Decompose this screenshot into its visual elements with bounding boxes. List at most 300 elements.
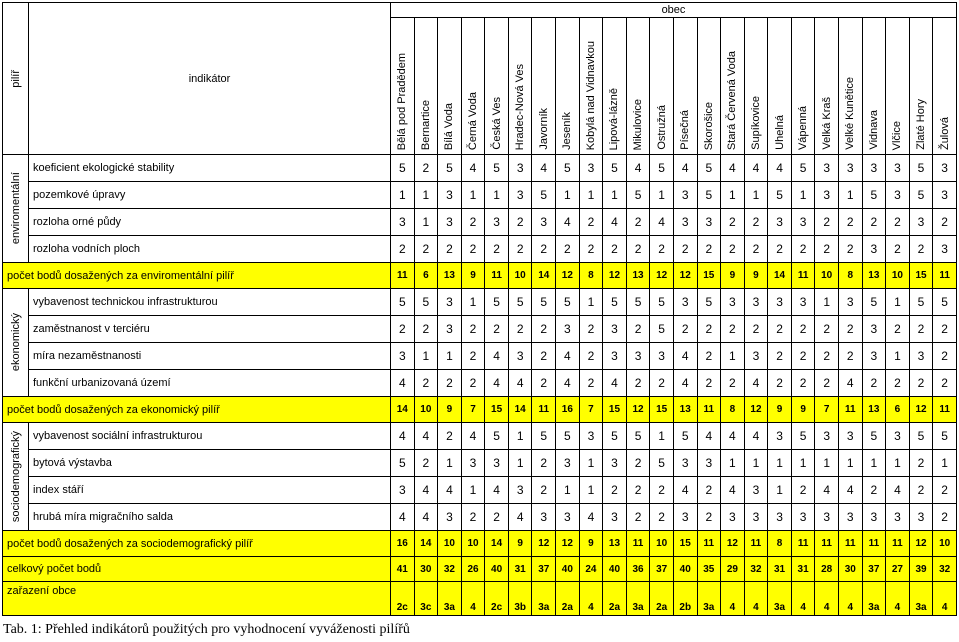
value-cell: 3 [815,504,839,531]
value-cell: 2 [886,370,910,397]
value-cell: 2a [650,582,674,616]
pilir-total-row [3,263,957,289]
value-cell: 2 [744,316,768,343]
value-cell: 40 [485,557,509,582]
value-cell: 3c [414,582,438,616]
value-cell: 3 [391,477,415,504]
value-cell: 2 [838,209,862,236]
value-cell: 2 [603,236,627,263]
value-cell: 32 [744,557,768,582]
value-cell: 2 [579,370,603,397]
value-cell: 1 [815,289,839,316]
indicator-label: míra nezaměstnanosti [29,343,391,370]
value-cell: 5 [933,423,957,450]
value-cell: 3 [461,450,485,477]
value-cell: 3 [744,504,768,531]
value-cell: 1 [886,343,910,370]
value-cell: 3 [909,343,933,370]
value-cell: 3a [532,582,556,616]
value-cell: 3 [862,316,886,343]
value-cell: 5 [438,155,462,182]
value-cell: 2 [838,236,862,263]
value-cell: 2 [838,316,862,343]
town-name: Kobylá nad Vidnavkou [584,40,597,150]
town-header [626,18,650,155]
value-cell: 4 [721,155,745,182]
value-cell: 41 [391,557,415,582]
value-cell: 11 [838,531,862,557]
value-cell: 12 [603,263,627,289]
value-cell: 1 [556,477,580,504]
indicator-label: hrubá míra migračního salda [29,504,391,531]
value-cell: 2 [508,316,532,343]
value-cell: 4 [838,477,862,504]
value-cell: 4 [438,477,462,504]
town-header [933,18,957,155]
value-cell: 2 [886,209,910,236]
value-cell: 4 [721,477,745,504]
value-cell: 4 [744,370,768,397]
value-cell: 2 [933,343,957,370]
value-cell: 4 [815,582,839,616]
value-cell: 3 [508,477,532,504]
value-cell: 1 [721,182,745,209]
header-obec: obec [391,3,957,18]
value-cell: 12 [556,263,580,289]
value-cell: 2 [650,504,674,531]
indicator-row [3,343,957,370]
value-cell: 4 [603,370,627,397]
value-cell: 4 [673,370,697,397]
value-cell: 2 [579,236,603,263]
value-cell: 3a [438,582,462,616]
value-cell: 1 [768,450,792,477]
value-cell: 5 [650,289,674,316]
value-cell: 2 [626,370,650,397]
value-cell: 4 [744,155,768,182]
value-cell: 5 [862,423,886,450]
town-header [721,18,745,155]
value-cell: 2 [508,209,532,236]
value-cell: 11 [485,263,509,289]
value-cell: 2 [815,370,839,397]
value-cell: 31 [791,557,815,582]
value-cell: 32 [438,557,462,582]
value-cell: 2 [909,370,933,397]
value-cell: 2 [626,504,650,531]
town-name: Vidnava [867,110,880,150]
value-cell: 40 [673,557,697,582]
indicator-label: rozloha orné půdy [29,209,391,236]
value-cell: 2 [791,236,815,263]
table-caption: Tab. 1: Přehled indikátorů použitých pro vyhodnocení vyváženosti pilířů [3,622,410,637]
value-cell: 12 [556,531,580,557]
town-name: Písečná [679,110,692,150]
value-cell: 1 [414,209,438,236]
value-cell: 12 [673,263,697,289]
value-cell: 4 [673,477,697,504]
value-cell: 2 [697,370,721,397]
value-cell: 1 [579,450,603,477]
town-name: Stará Červená Voda [726,50,739,150]
value-cell: 11 [862,531,886,557]
value-cell: 5 [556,423,580,450]
value-cell: 15 [909,263,933,289]
value-cell: 15 [603,397,627,423]
value-cell: 1 [886,450,910,477]
value-cell: 3 [909,504,933,531]
value-cell: 5 [933,289,957,316]
value-cell: 2 [933,504,957,531]
town-name: Velká Kraš [820,97,833,150]
value-cell: 12 [532,531,556,557]
value-cell: 8 [721,397,745,423]
value-cell: 11 [815,531,839,557]
value-cell: 3 [391,209,415,236]
value-cell: 1 [838,182,862,209]
town-name: Jeseník [561,112,574,150]
value-cell: 3a [626,582,650,616]
value-cell: 3 [673,209,697,236]
indicator-row [3,209,957,236]
value-cell: 2 [391,316,415,343]
value-cell: 5 [862,289,886,316]
value-cell: 1 [721,450,745,477]
town-name: Supíkovice [749,96,762,150]
value-cell: 3a [768,582,792,616]
value-cell: 9 [438,397,462,423]
value-cell: 2 [461,316,485,343]
town-name: Česká Ves [490,97,503,150]
value-cell: 7 [579,397,603,423]
value-cell: 2 [461,370,485,397]
town-header [508,18,532,155]
value-cell: 3 [838,423,862,450]
value-cell: 1 [650,182,674,209]
town-header [862,18,886,155]
value-cell: 4 [838,582,862,616]
value-cell: 2 [485,236,509,263]
value-cell: 4 [603,209,627,236]
value-cell: 2 [438,370,462,397]
value-cell: 10 [461,531,485,557]
value-cell: 1 [838,450,862,477]
value-cell: 3 [579,423,603,450]
value-cell: 3 [438,209,462,236]
value-cell: 11 [791,263,815,289]
value-cell: 2 [768,370,792,397]
value-cell: 2 [673,316,697,343]
value-cell: 1 [579,182,603,209]
value-cell: 4 [815,477,839,504]
value-cell: 12 [909,531,933,557]
value-cell: 5 [650,316,674,343]
value-cell: 1 [791,182,815,209]
value-cell: 1 [414,182,438,209]
classification-label: zařazení obce [3,582,391,616]
header-pilir [3,3,29,155]
value-cell: 10 [650,531,674,557]
value-cell: 4 [697,423,721,450]
value-cell: 5 [626,182,650,209]
value-cell: 4 [508,504,532,531]
town-name: Černá Voda [467,91,480,150]
value-cell: 31 [768,557,792,582]
value-cell: 3a [909,582,933,616]
town-name: Žulová [938,116,951,150]
value-cell: 3 [556,450,580,477]
value-cell: 1 [391,182,415,209]
town-name: Uhelná [773,115,786,150]
value-cell: 4 [744,582,768,616]
town-name: Javorník [537,108,550,150]
town-name: Bílá Voda [443,102,456,150]
value-cell: 2 [508,236,532,263]
value-cell: 11 [744,531,768,557]
value-cell: 29 [721,557,745,582]
value-cell: 2 [815,316,839,343]
value-cell: 2 [697,477,721,504]
value-cell: 4 [721,423,745,450]
value-cell: 2a [556,582,580,616]
value-cell: 5 [391,155,415,182]
value-cell: 37 [532,557,556,582]
value-cell: 2a [603,582,627,616]
value-cell: 4 [768,155,792,182]
town-name: Skorošice [702,101,715,150]
value-cell: 1 [650,423,674,450]
value-cell: 4 [485,370,509,397]
value-cell: 5 [603,289,627,316]
value-cell: 27 [886,557,910,582]
value-cell: 9 [768,397,792,423]
value-cell: 14 [508,397,532,423]
value-cell: 1 [414,343,438,370]
value-cell: 3 [744,477,768,504]
value-cell: 2 [461,343,485,370]
value-cell: 2 [862,370,886,397]
value-cell: 11 [933,263,957,289]
value-cell: 3 [438,182,462,209]
pilir-total-label: počet bodů dosažených za sociodemografický pilíř [3,531,391,557]
value-cell: 2 [650,370,674,397]
value-cell: 5 [909,182,933,209]
value-cell: 2 [603,477,627,504]
value-cell: 28 [815,557,839,582]
value-cell: 2 [768,316,792,343]
value-cell: 2 [485,504,509,531]
value-cell: 3 [697,450,721,477]
value-cell: 16 [556,397,580,423]
value-cell: 2 [768,343,792,370]
value-cell: 11 [391,263,415,289]
indicator-row [3,182,957,209]
value-cell: 3 [603,316,627,343]
value-cell: 4 [673,343,697,370]
value-cell: 13 [438,263,462,289]
pilir-name [3,289,29,397]
value-cell: 40 [556,557,580,582]
value-cell: 2 [579,209,603,236]
value-cell: 15 [673,531,697,557]
value-cell: 2 [438,236,462,263]
value-cell: 3 [438,316,462,343]
town-name: Bělá pod Pradědem [396,52,409,150]
value-cell: 4 [461,423,485,450]
value-cell: 3 [815,423,839,450]
value-cell: 5 [485,423,509,450]
value-cell: 2 [791,343,815,370]
value-cell: 3 [862,343,886,370]
value-cell: 2 [721,370,745,397]
value-cell: 3 [862,155,886,182]
value-cell: 2 [461,504,485,531]
value-cell: 2 [414,316,438,343]
value-cell: 2 [579,316,603,343]
value-cell: 3 [603,450,627,477]
value-cell: 1 [508,423,532,450]
value-cell: 3 [697,209,721,236]
value-cell: 2 [532,450,556,477]
town-header [603,18,627,155]
value-cell: 30 [414,557,438,582]
value-cell: 2 [414,370,438,397]
pilir-total-row [3,531,957,557]
value-cell: 11 [697,531,721,557]
value-cell: 2 [532,370,556,397]
value-cell: 3 [933,182,957,209]
value-cell: 2 [933,316,957,343]
value-cell: 10 [886,263,910,289]
value-cell: 3 [626,343,650,370]
value-cell: 4 [886,582,910,616]
value-cell: 1 [603,182,627,209]
value-cell: 14 [485,531,509,557]
value-cell: 2 [909,316,933,343]
value-cell: 5 [768,182,792,209]
value-cell: 2 [626,450,650,477]
pilir-total-row [3,397,957,423]
value-cell: 2 [673,236,697,263]
value-cell: 9 [791,397,815,423]
town-header [697,18,721,155]
value-cell: 5 [626,423,650,450]
value-cell: 2 [461,209,485,236]
town-name: Ostružná [655,105,668,150]
town-name: Vlčice [891,120,904,150]
value-cell: 3 [862,236,886,263]
value-cell: 3 [791,289,815,316]
value-cell: 37 [862,557,886,582]
town-header [650,18,674,155]
value-cell: 3 [886,155,910,182]
value-cell: 2 [532,236,556,263]
value-cell: 1 [791,450,815,477]
value-cell: 10 [508,263,532,289]
value-cell: 4 [485,477,509,504]
value-cell: 9 [461,263,485,289]
value-cell: 5 [650,155,674,182]
value-cell: 4 [886,477,910,504]
town-header [909,18,933,155]
town-header [838,18,862,155]
value-cell: 3 [744,289,768,316]
value-cell: 10 [815,263,839,289]
town-header [485,18,509,155]
town-header [532,18,556,155]
value-cell: 1 [461,182,485,209]
town-name: Mikulovice [632,98,645,150]
value-cell: 6 [414,263,438,289]
value-cell: 1 [768,477,792,504]
indicator-row [3,236,957,263]
value-cell: 2 [744,209,768,236]
value-cell: 2 [791,477,815,504]
value-cell: 13 [603,531,627,557]
value-cell: 2 [933,370,957,397]
value-cell: 1 [721,343,745,370]
town-header [579,18,603,155]
value-cell: 1 [461,289,485,316]
value-cell: 5 [791,423,815,450]
value-cell: 2 [862,477,886,504]
value-cell: 13 [862,263,886,289]
value-cell: 3 [556,316,580,343]
value-cell: 2 [626,209,650,236]
value-cell: 3 [862,504,886,531]
value-cell: 3 [485,450,509,477]
town-header [791,18,815,155]
value-cell: 37 [650,557,674,582]
value-cell: 3 [579,155,603,182]
value-cell: 2 [532,316,556,343]
value-cell: 5 [909,155,933,182]
value-cell: 5 [650,450,674,477]
value-cell: 10 [438,531,462,557]
header-pilir-label: pilíř [9,69,22,88]
value-cell: 4 [579,504,603,531]
value-cell: 5 [485,155,509,182]
value-cell: 3 [838,504,862,531]
value-cell: 2 [886,236,910,263]
value-cell: 2 [815,343,839,370]
value-cell: 2 [626,316,650,343]
value-cell: 5 [791,155,815,182]
value-cell: 2c [391,582,415,616]
value-cell: 4 [838,370,862,397]
value-cell: 2 [438,423,462,450]
value-cell: 11 [791,531,815,557]
value-cell: 39 [909,557,933,582]
value-cell: 1 [862,450,886,477]
value-cell: 2 [532,343,556,370]
classification-row [3,582,957,616]
value-cell: 4 [650,209,674,236]
value-cell: 3 [391,343,415,370]
value-cell: 3 [815,182,839,209]
value-cell: 2 [556,236,580,263]
value-cell: 31 [508,557,532,582]
value-cell: 2 [650,236,674,263]
value-cell: 7 [461,397,485,423]
value-cell: 12 [909,397,933,423]
town-header [438,18,462,155]
value-cell: 2 [721,316,745,343]
value-cell: 2 [838,343,862,370]
value-cell: 24 [579,557,603,582]
value-cell: 8 [838,263,862,289]
indicator-table [2,2,957,616]
